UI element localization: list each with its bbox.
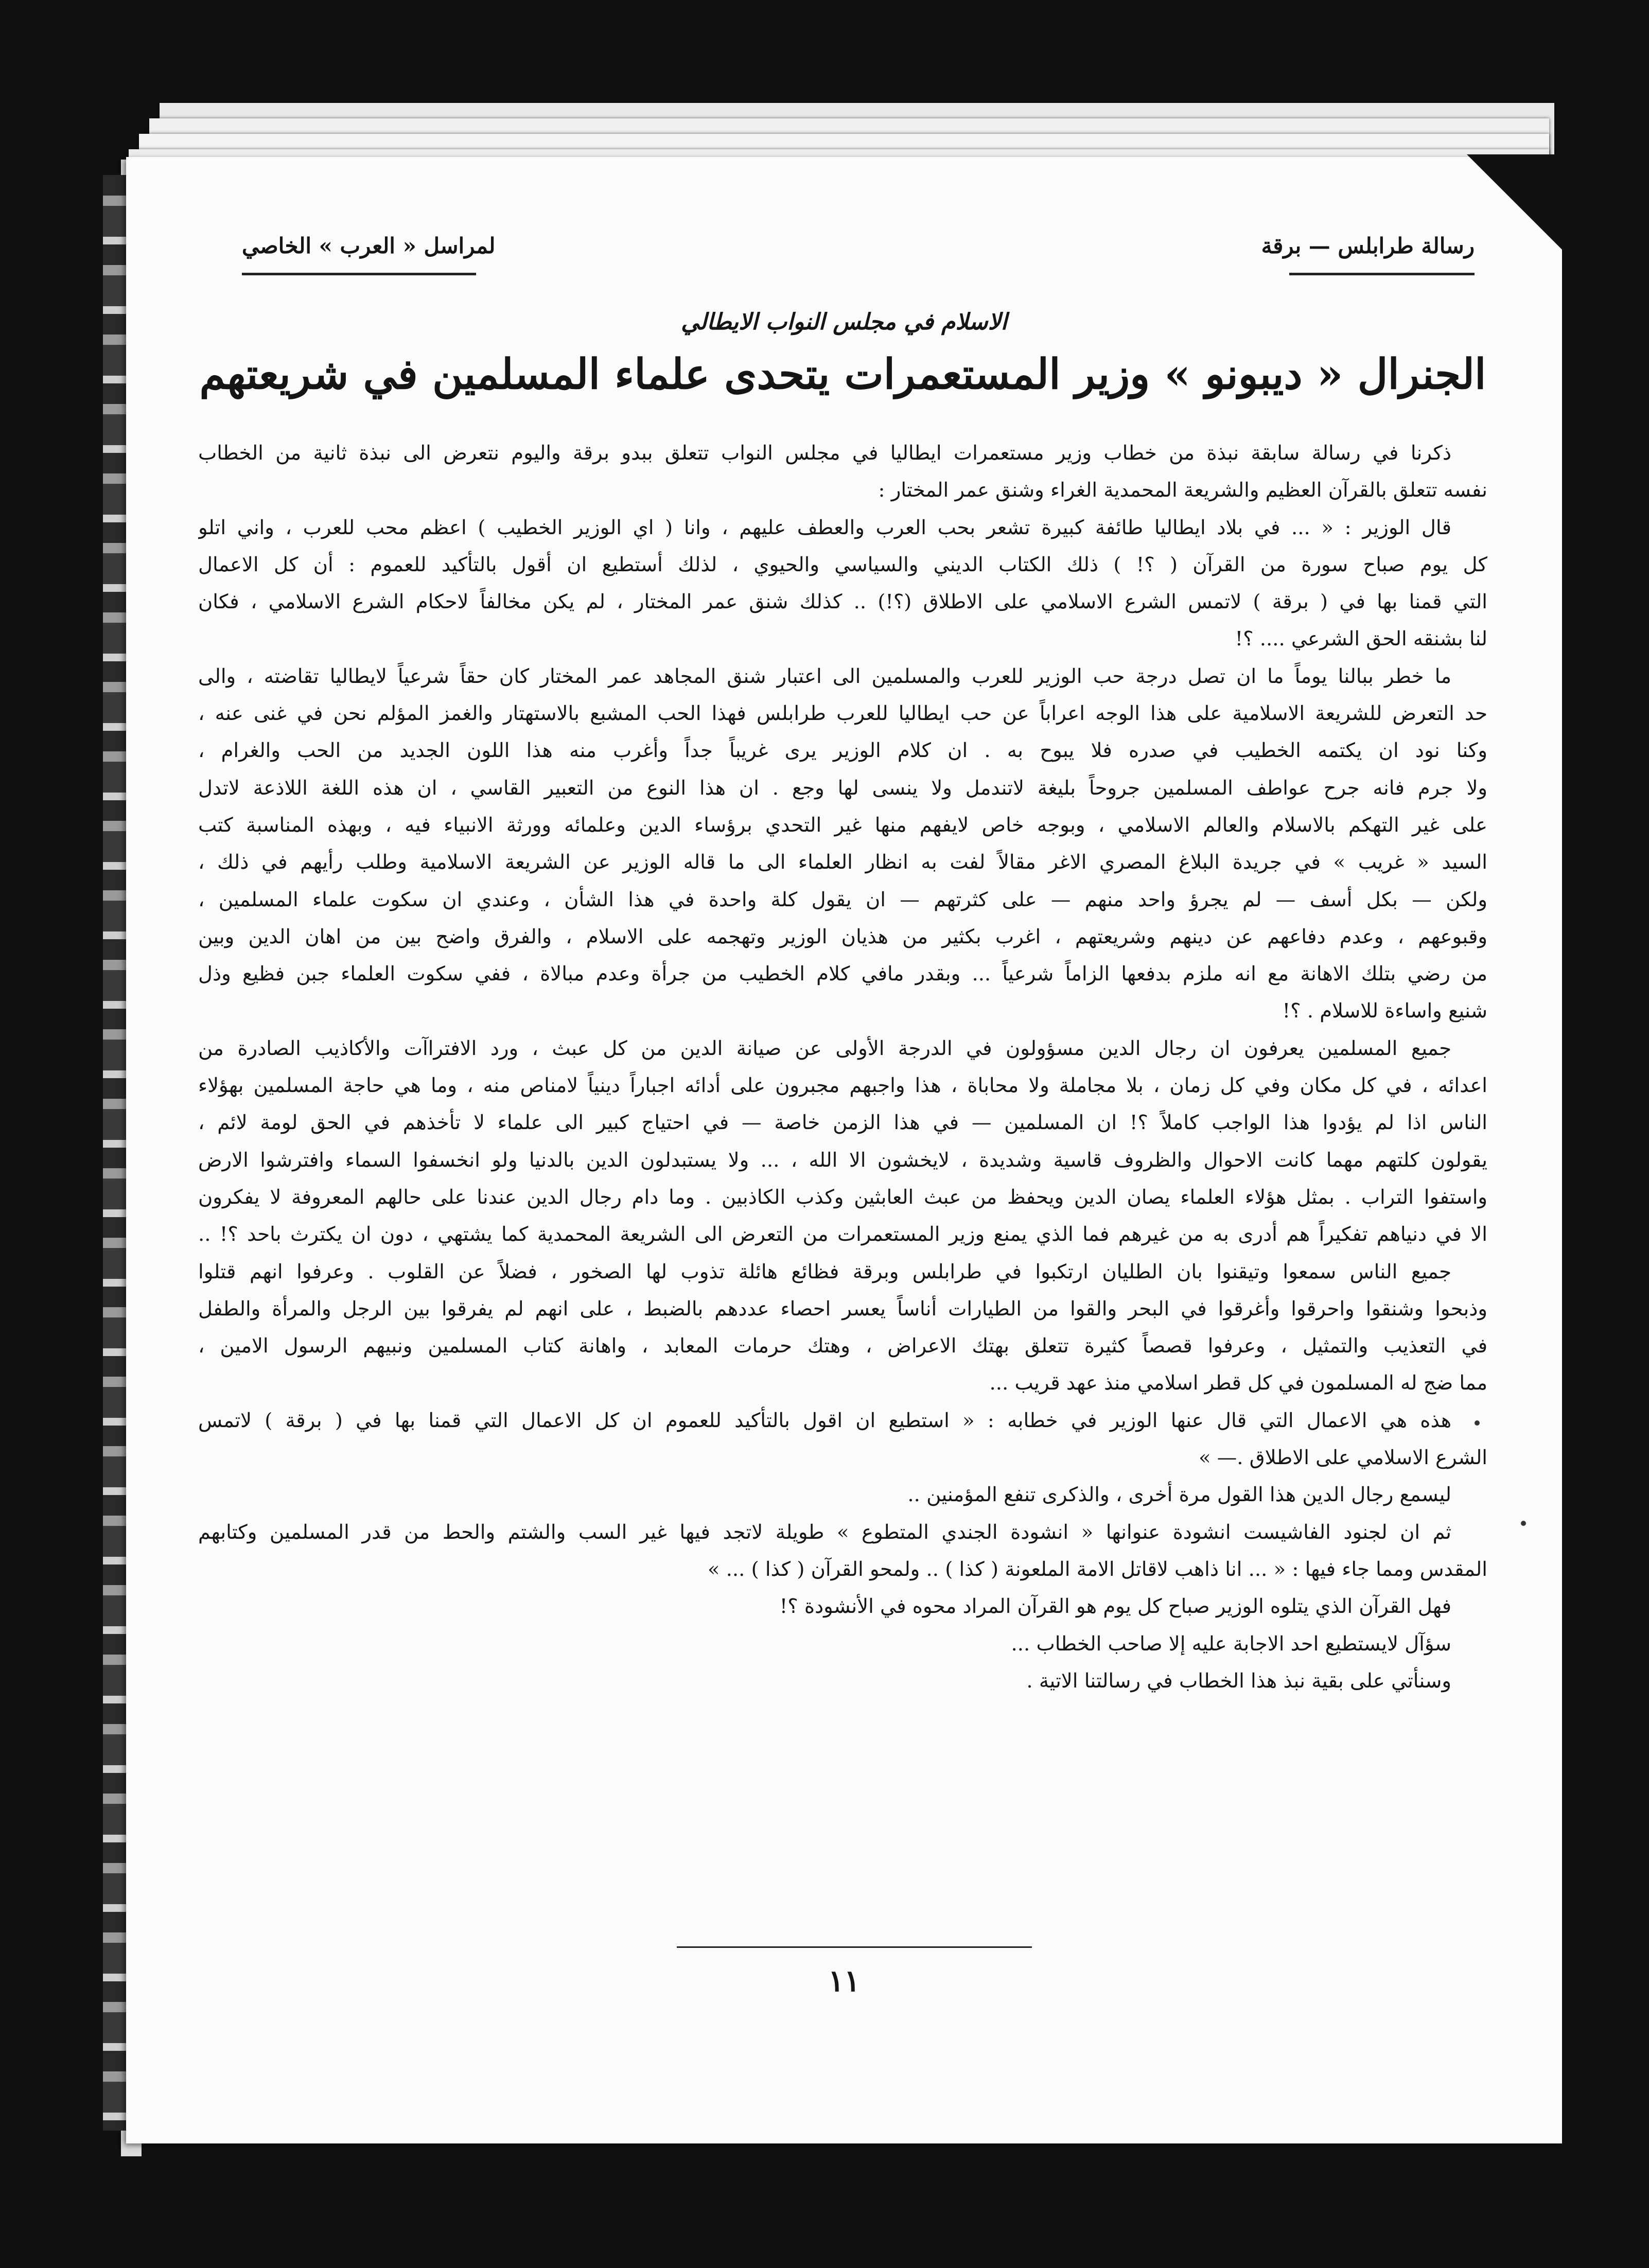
article-line: على غير التهكم بالاسلام والعالم الاسلامي ، وبوجه خاص لايفهم منها غير التحدي برؤساء الدين وعلمائه وورثة الانبياء فيه ، وبهذه المناسبة كتب: [198, 813, 1487, 837]
article-line: الشرع الاسلامي على الاطلاق .— »: [1198, 1446, 1487, 1470]
article-line: ولكن — بكل أسف — لم يجرؤ واحد منهم — على كثرتهم — ان يقول كلة واحدة في هذا الشأن ، وعندي ان سكوت علماء المسلمين ،: [198, 888, 1487, 911]
header-left-label: لمراسل « العرب » الخاصي: [242, 233, 496, 258]
article-line: في التعذيب والتمثيل ، وعرفوا قصصاً كثيرة تتعلق بهتك الاعراض ، وهتك حرمات المعابد ، واهانة كتاب المسلمين ونبيهم الرسول الامين ،: [198, 1334, 1487, 1358]
article-line: التي قمنا بها في ( برقة ) لاتمس الشرع الاسلامي على الاطلاق (؟!) .. كذلك شنق عمر المختار ، لم يكن مخالفاً لاحكام الشرع الاسلامي ، فكان: [198, 590, 1487, 614]
article-line: ولا جرم فانه جرح عواطف المسلمين جروحاً بليغة لاتندمل ولا ينسى لها وجع . ان هذا النوع من التعبير القاسي ، ان هذه اللغة اللاذعة لاتدل: [198, 776, 1487, 800]
article-line: يقولون كلتهم مهما كانت الاحوال والظروف قاسية وشديدة ، لايخشون الا الله ، ... ولا يستبدلون الدين بالدنيا ولو انخسفوا السماء وافترشوا الارض: [198, 1148, 1487, 1172]
article-line: الناس اذا لم يؤدوا هذا الواجب كاملاً ؟! ان المسلمين — في هذا الزمن خاصة — في احتياج كبير الى علماء لا تأخذهم في الحق لومة لائم ،: [198, 1111, 1487, 1135]
article-line: الا في دنياهم تفكيراً هم أدرى به من غيرهم فما الذي يمنع وزير المستعمرات من التعرض الى الشريعة المحمدية كما يشتهي ، دون ان يكترث باحد ؟! ..: [198, 1223, 1487, 1246]
article-line: جميع المسلمين يعرفون ان رجال الدين مسؤولون في الدرجة الأولى عن صيانة الدين من كل عبث ، ورد الافتراآت والأكاذيب الصادرة من: [198, 1036, 1451, 1060]
article-line: فهل القرآن الذي يتلوه الوزير صباح كل يوم هو القرآن المراد محوه في الأنشودة ؟!: [779, 1595, 1451, 1619]
sheet-stack-edge: [103, 175, 129, 2131]
margin-dot: [1475, 1420, 1480, 1426]
page-number: ١١: [828, 1963, 861, 1998]
header-right-label: رسالة طرابلس — برقة: [1261, 233, 1475, 258]
article-line: جميع الناس سمعوا وتيقنوا بان الطليان ارتكبوا في طرابلس وبرقة فظائع هائلة تذوب لها الصخور ، فضلاً عن القلوب . وعرفوا انهم قتلوا: [198, 1260, 1451, 1284]
article-line: لنا بشنقه الحق الشرعي .... ؟!: [1235, 627, 1487, 651]
cut-corner: [1467, 154, 1565, 252]
article-line: وقبوعهم ، وعدم دفاعهم عن دينهم وشريعتهم ، اغرب بكثير من هذيان الوزير وتهجمه على الاسلام ، والفرق واضح بين من اهان الدين وبين: [198, 925, 1487, 948]
article-line: اعدائه ، في كل مكان وفي كل زمان ، بلا مجاملة ولا محاباة ، هذا واجبهم مجبرون على أدائه اجباراً دينياً لامناص منه ، وما هي حاجة المسلمين بهؤلاء: [198, 1074, 1487, 1098]
article-line: وذبحوا وشنقوا واحرقوا وأغرقوا في البحر والقوا من الطيارات أناساً يعسر احصاء عددهم بالضبط ، على انهم لم يفرقوا بين الرجل والمرأة والطفل: [198, 1297, 1487, 1321]
footer-rule: [677, 1946, 1032, 1948]
article-line: ذكرنا في رسالة سابقة نبذة من خطاب وزير مستعمرات ايطاليا في مجلس النواب تتعلق ببدو برقة واليوم نتعرض الى نبذة ثانية من الخطاب: [198, 442, 1451, 465]
article-line: واستفوا التراب . بمثل هؤلاء العلماء يصان الدين ويحفظ من عبث العابثين وكذب الكاذبين . وما دام رجال الدين عندنا على حالهم المعروفة لا يفكرون: [198, 1185, 1487, 1209]
article-body: [198, 435, 1487, 1700]
article-line: حد التعرض للشريعة الاسلامية على هذا الوجه اعراباً عن حب ايطاليا للعرب طرابلس فهذا الحب المشبع بالاستهتار والغمز المؤلم نحن في غنى عنه ،: [198, 702, 1487, 726]
document-page: [126, 157, 1562, 2143]
article-line: شنيع واساءة للاسلام . ؟!: [1282, 999, 1487, 1023]
article-kicker: الاسلام في مجلس النواب الايطالي: [681, 309, 1007, 335]
header-right-underline: [1289, 273, 1475, 275]
article-line: نفسه تتعلق بالقرآن العظيم والشريعة المحمدية الغراء وشنق عمر المختار :: [878, 479, 1487, 502]
article-line: ليسمع رجال الدين هذا القول مرة أخرى ، والذكرى تنفع المؤمنين ..: [907, 1483, 1451, 1507]
article-line: السيد « غريب » في جريدة البلاغ المصري الاغر مقالاً لفت به انظار العلماء الى ما قاله الوزير عن الشريعة الاسلامية وطلب رأيهم في ذلك ،: [198, 851, 1487, 874]
article-line: من رضي بتلك الاهانة مع انه ملزم بدفعها الزاماً شرعياً ... وبقدر مافي كلام الخطيب من جرأة وعدم مبالاة ، ففي سكوت العلماء جبن فظيع وذل: [198, 962, 1487, 986]
article-line: هذه هي الاعمال التي قال عنها الوزير في خطابه : « استطيع ان اقول بالتأكيد للعموم ان كل الاعمال التي قمنا بها في ( برقة ) لاتمس: [198, 1409, 1451, 1432]
article-line: قال الوزير : « ... في بلاد ايطاليا طائفة كبيرة تشعر بحب العرب والعطف عليهم ، وانا ( اي الوزير الخطيب ) اعظم محب للعرب ، واني اتلو: [198, 516, 1451, 539]
header-left-underline: [242, 273, 476, 275]
article-headline: الجنرال « ديبونو » وزير المستعمرات يتحدى علماء المسلمين في شريعتهم: [199, 350, 1486, 399]
article-line: المقدس ومما جاء فيها : « ... انا ذاهب لاقاتل الامة الملعونة ( كذا ) .. ولمحو القرآن ( كذا ) ... »: [707, 1557, 1487, 1581]
margin-dot: [1521, 1521, 1526, 1526]
article-line: وسنأتي على بقية نبذ هذا الخطاب في رسالتنا الاتية .: [1026, 1669, 1451, 1693]
article-line: ثم ان لجنود الفاشيست انشودة عنوانها « انشودة الجندي المتطوع » طويلة لاتجد فيها غير السب والشتم والحط من قدر المسلمين وكتابهم: [198, 1520, 1451, 1544]
article-line: سؤآل لايستطيع احد الاجابة عليه إلا صاحب الخطاب ...: [1011, 1632, 1451, 1656]
article-line: وكنا نود ان يكتمه الخطيب في صدره فلا يبوح به . ان كلام الوزير يرى غريباً جداً وأغرب منه هذا اللون الجديد من الحب والغرام ،: [198, 739, 1487, 763]
article-line: كل يوم صباح سورة من القرآن ( ؟! ) ذلك الكتاب الديني والسياسي والحيوي ، لذلك أستطيع ان أقول بالتأكيد للعموم : أن كل الاعمال: [198, 553, 1487, 576]
article-line: ما خطر ببالنا يوماً ما ان تصل درجة حب الوزير للعرب والمسلمين الى اعتبار شنق المجاهد عمر المختار كان حقاً شرعياً لايطاليا تقاضته ، والى: [198, 664, 1451, 688]
article-line: مما ضج له المسلمون في كل قطر اسلامي منذ عهد قريب ...: [989, 1372, 1487, 1395]
